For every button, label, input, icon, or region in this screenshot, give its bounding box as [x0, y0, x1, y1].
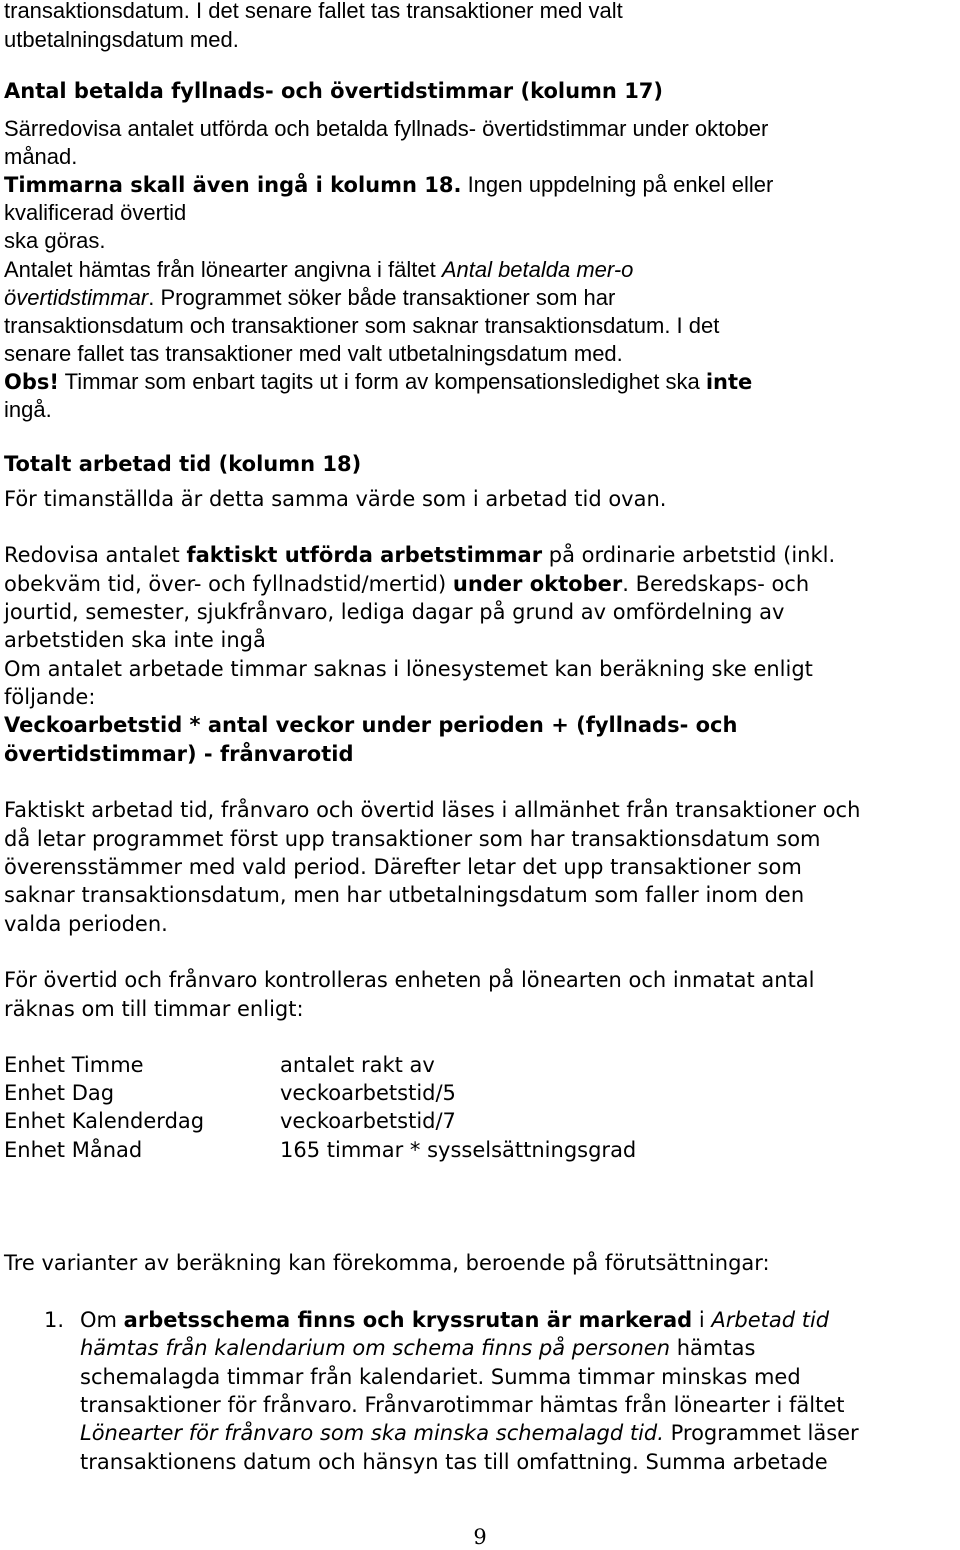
unit-name: Enhet Kalenderdag — [4, 1109, 205, 1133]
unit-row — [4, 1107, 944, 1135]
text-line: Obs! Timmar som enbart tagits ut i form av kompensationsledighet ska inte — [4, 369, 753, 394]
text-line: ingå. — [4, 397, 52, 422]
list-item-line: Om arbetsschema finns och kryssrutan är markerad i Arbetad tid — [80, 1308, 830, 1332]
text-line: ska göras. — [4, 228, 106, 253]
unit-name: Enhet Timme — [4, 1053, 144, 1077]
unit-row — [4, 1136, 944, 1164]
unit-name: Enhet Månad — [4, 1138, 143, 1162]
text-line: Timmarna skall även ingå i kolumn 18. Ingen uppdelning på enkel eller — [4, 172, 774, 197]
text-line: Tre varianter av beräkning kan förekomma, beroende på förutsättningar: — [4, 1251, 770, 1275]
text-line: Antalet hämtas från lönearter angivna i fältet Antal betalda mer-o — [4, 257, 634, 282]
text-line: valda perioden. — [4, 912, 168, 936]
text-line: transaktionsdatum och transaktioner som saknar transaktionsdatum. I det — [4, 313, 720, 338]
text-line: arbetstiden ska inte ingå — [4, 628, 266, 652]
list-number: 1. — [44, 1308, 65, 1332]
list-item-line: Lönearter för frånvaro som ska minska schemalagd tid. Programmet läser — [80, 1421, 859, 1445]
text-line: överensstämmer med vald period. Därefter letar det upp transaktioner som — [4, 855, 802, 879]
list-item-line: hämtas från kalendarium om schema finns på personen hämtas — [80, 1336, 756, 1360]
text-line: följande: — [4, 685, 96, 709]
unit-row — [4, 1079, 944, 1107]
text-line: Särredovisa antalet utförda och betalda fyllnads- övertidstimmar under oktober — [4, 116, 769, 141]
text-line: För övertid och frånvaro kontrolleras enheten på lönearten och inmatat antal — [4, 968, 815, 992]
text-line: räknas om till timmar enligt: — [4, 997, 304, 1021]
list-item-line: transaktionens datum och hänsyn tas till omfattning. Summa arbetade — [80, 1450, 828, 1474]
text-line: För timanställda är detta samma värde som i arbetad tid ovan. — [4, 487, 667, 511]
text-line: jourtid, semester, sjukfrånvaro, lediga dagar på grund av omfördelning av — [4, 600, 785, 624]
text-line: övertidstimmar. Programmet söker både transaktioner som har — [4, 285, 616, 310]
text-line: då letar programmet först upp transaktioner som har transaktionsdatum som — [4, 827, 821, 851]
text-line: transaktionsdatum. I det senare fallet tas transaktioner med valt — [4, 0, 623, 23]
list-item-line: transaktioner för frånvaro. Frånvarotimmar hämtas från lönearter i fältet — [80, 1393, 845, 1417]
text-line: Om antalet arbetade timmar saknas i lönesystemet kan beräkning ske enligt — [4, 657, 813, 681]
unit-rule: 165 timmar * sysselsättningsgrad — [280, 1138, 637, 1162]
section-heading-col17: Antal betalda fyllnads- och övertidstimmar (kolumn 17) — [4, 79, 664, 103]
unit-rule: veckoarbetstid/7 — [280, 1109, 456, 1133]
unit-rule: antalet rakt av — [280, 1053, 435, 1077]
section-heading-col18: Totalt arbetad tid (kolumn 18) — [4, 452, 362, 476]
unit-name: Enhet Dag — [4, 1081, 115, 1105]
list-item-line: schemalagda timmar från kalendariet. Summa timmar minskas med — [80, 1365, 801, 1389]
text-line: Faktiskt arbetad tid, frånvaro och övertid läses i allmänhet från transaktioner och — [4, 798, 861, 822]
text-line: utbetalningsdatum med. — [4, 27, 239, 52]
text-line: Redovisa antalet faktiskt utförda arbetstimmar på ordinarie arbetstid (inkl. — [4, 543, 836, 567]
text-line: kvalificerad övertid — [4, 200, 187, 225]
text-line: senare fallet tas transaktioner med valt utbetalningsdatum med. — [4, 341, 623, 366]
unit-row — [4, 1051, 944, 1079]
text-line: månad. — [4, 144, 78, 169]
page-number: 9 — [473, 1525, 487, 1549]
formula-line: övertidstimmar) - frånvarotid — [4, 742, 354, 766]
formula-line: Veckoarbetstid * antal veckor under perioden + (fyllnads- och — [4, 713, 738, 737]
text-line: obekväm tid, över- och fyllnadstid/mertid) under oktober. Beredskaps- och — [4, 572, 810, 596]
text-line: saknar transaktionsdatum, men har utbetalningsdatum som faller inom den — [4, 883, 805, 907]
unit-rule: veckoarbetstid/5 — [280, 1081, 456, 1105]
